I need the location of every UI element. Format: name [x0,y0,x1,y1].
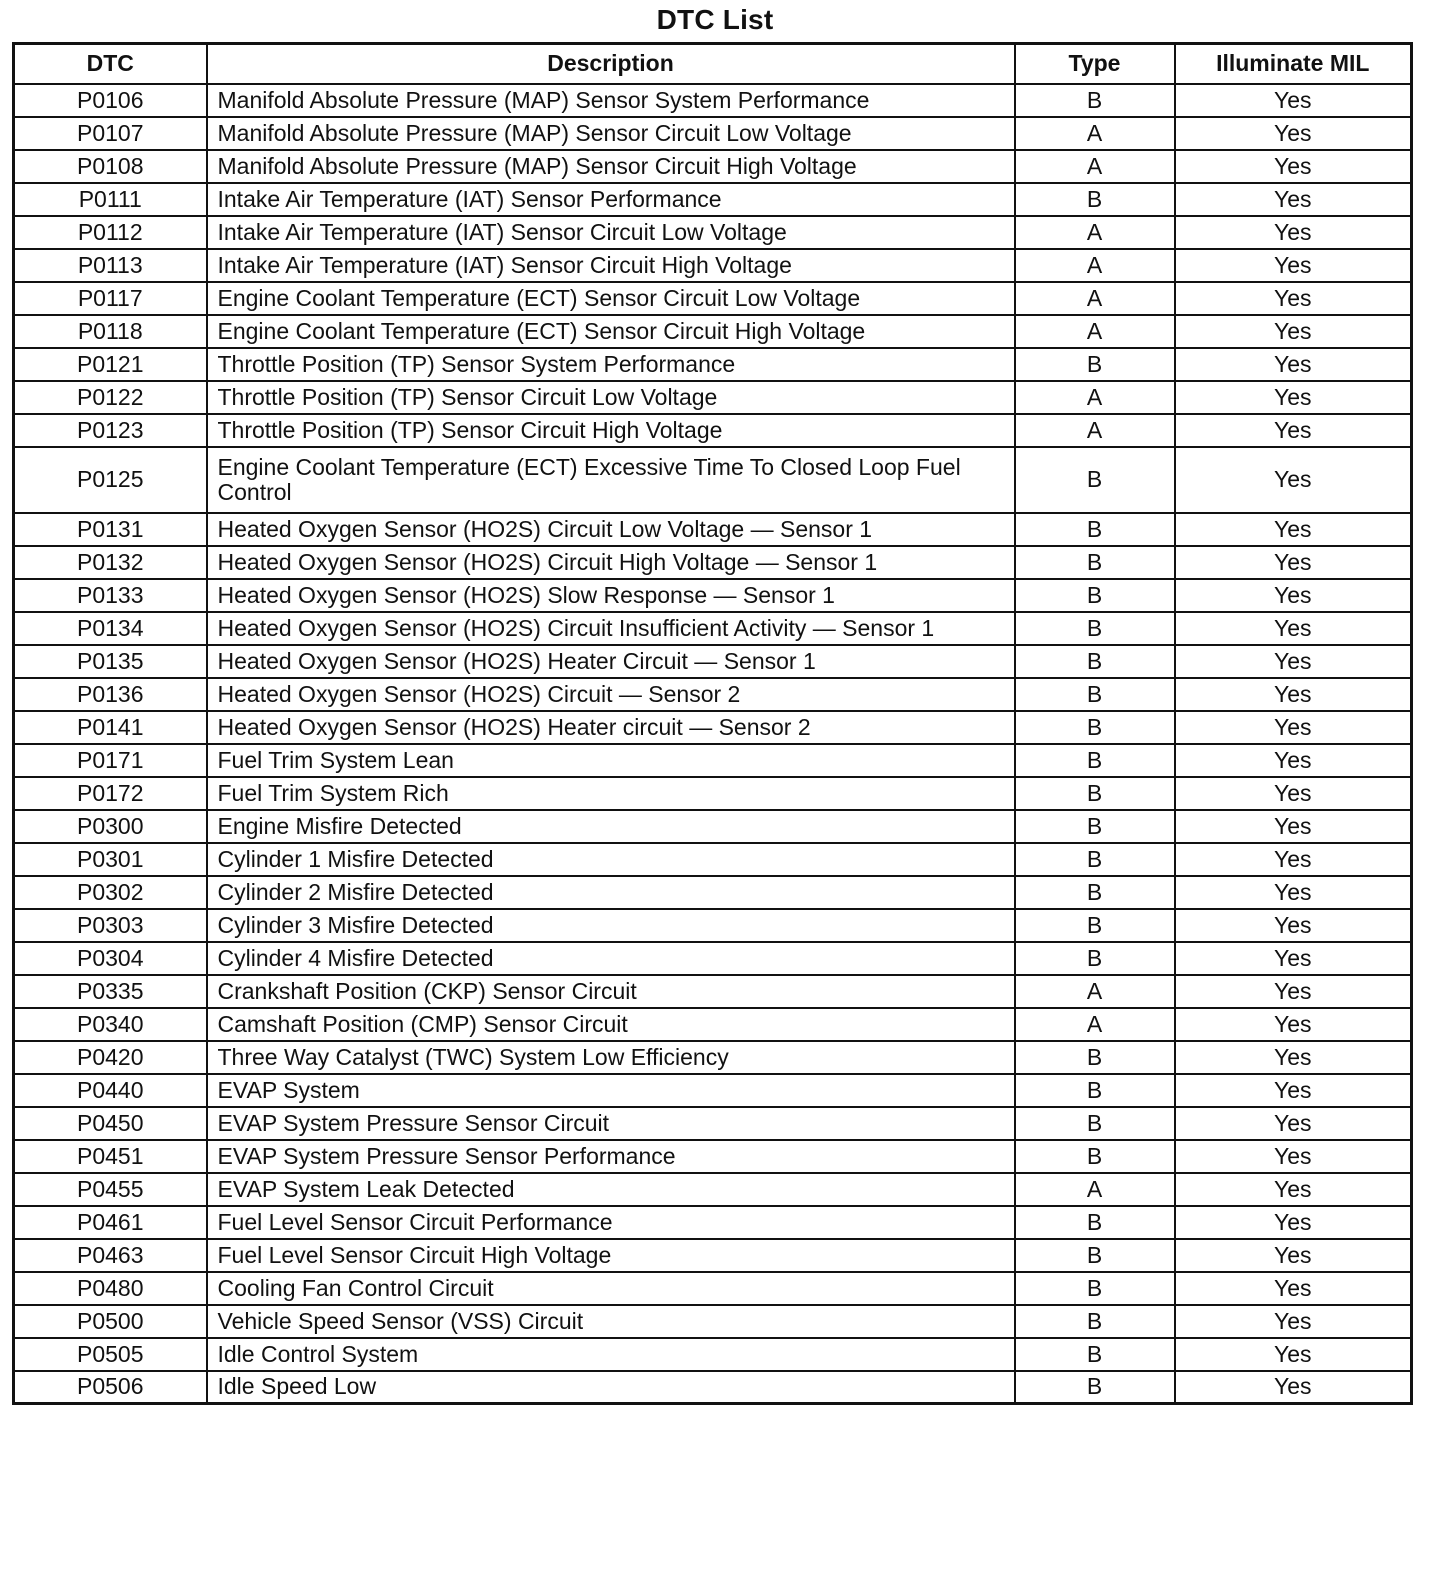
table-row [14,1206,1412,1239]
illuminate-mil-cell: Yes [1175,1272,1412,1305]
type-cell: B [1015,843,1175,876]
type-cell: A [1015,117,1175,150]
description-cell: Heated Oxygen Sensor (HO2S) Heater circuit — Sensor 2 [207,711,1015,744]
illuminate-mil-cell: Yes [1175,744,1412,777]
description-cell: EVAP System [207,1074,1015,1107]
type-cell: A [1015,216,1175,249]
dtc-code-cell: P0132 [14,546,207,579]
description-cell: Intake Air Temperature (IAT) Sensor Circuit Low Voltage [207,216,1015,249]
type-cell: B [1015,348,1175,381]
dtc-code-cell: P0141 [14,711,207,744]
description-cell: Engine Coolant Temperature (ECT) Sensor Circuit Low Voltage [207,282,1015,315]
dtc-code-cell: P0113 [14,249,207,282]
column-header-illuminate-mil: Illuminate MIL [1175,44,1412,84]
illuminate-mil-cell: Yes [1175,645,1412,678]
dtc-code-cell: P0300 [14,810,207,843]
table-row [14,348,1412,381]
type-cell: A [1015,381,1175,414]
type-cell: A [1015,1173,1175,1206]
table-row [14,843,1412,876]
description-cell: Manifold Absolute Pressure (MAP) Sensor Circuit Low Voltage [207,117,1015,150]
description-cell: Throttle Position (TP) Sensor System Performance [207,348,1015,381]
table-row [14,183,1412,216]
illuminate-mil-cell: Yes [1175,810,1412,843]
description-cell: Engine Coolant Temperature (ECT) Excessive Time To Closed Loop Fuel Control [207,447,1015,513]
description-cell: Throttle Position (TP) Sensor Circuit Low Voltage [207,381,1015,414]
dtc-code-cell: P0301 [14,843,207,876]
description-cell: Engine Misfire Detected [207,810,1015,843]
illuminate-mil-cell: Yes [1175,777,1412,810]
dtc-code-cell: P0118 [14,315,207,348]
description-cell: Idle Control System [207,1338,1015,1371]
table-row [14,1371,1412,1404]
table-row [14,117,1412,150]
dtc-code-cell: P0122 [14,381,207,414]
dtc-code-cell: P0450 [14,1107,207,1140]
illuminate-mil-cell: Yes [1175,942,1412,975]
illuminate-mil-cell: Yes [1175,315,1412,348]
table-row [14,975,1412,1008]
table-row [14,1041,1412,1074]
description-cell: Throttle Position (TP) Sensor Circuit High Voltage [207,414,1015,447]
illuminate-mil-cell: Yes [1175,1338,1412,1371]
illuminate-mil-cell: Yes [1175,711,1412,744]
description-cell: Camshaft Position (CMP) Sensor Circuit [207,1008,1015,1041]
type-cell: B [1015,513,1175,546]
illuminate-mil-cell: Yes [1175,117,1412,150]
dtc-code-cell: P0463 [14,1239,207,1272]
illuminate-mil-cell: Yes [1175,1041,1412,1074]
table-row [14,1272,1412,1305]
description-cell: Manifold Absolute Pressure (MAP) Sensor System Performance [207,84,1015,117]
dtc-code-cell: P0335 [14,975,207,1008]
illuminate-mil-cell: Yes [1175,150,1412,183]
dtc-code-cell: P0420 [14,1041,207,1074]
dtc-code-cell: P0112 [14,216,207,249]
column-header-description: Description [207,44,1015,84]
illuminate-mil-cell: Yes [1175,216,1412,249]
dtc-code-cell: P0303 [14,909,207,942]
table-row [14,1305,1412,1338]
type-cell: A [1015,1008,1175,1041]
illuminate-mil-cell: Yes [1175,1206,1412,1239]
dtc-code-cell: P0106 [14,84,207,117]
illuminate-mil-cell: Yes [1175,1140,1412,1173]
description-cell: Manifold Absolute Pressure (MAP) Sensor Circuit High Voltage [207,150,1015,183]
description-cell: Vehicle Speed Sensor (VSS) Circuit [207,1305,1015,1338]
dtc-code-cell: P0125 [14,447,207,513]
table-row [14,744,1412,777]
dtc-code-cell: P0440 [14,1074,207,1107]
type-cell: B [1015,447,1175,513]
type-cell: A [1015,249,1175,282]
illuminate-mil-cell: Yes [1175,579,1412,612]
dtc-code-cell: P0480 [14,1272,207,1305]
illuminate-mil-cell: Yes [1175,282,1412,315]
table-row [14,1239,1412,1272]
description-cell: Heated Oxygen Sensor (HO2S) Circuit Low Voltage — Sensor 1 [207,513,1015,546]
type-cell: B [1015,579,1175,612]
type-cell: B [1015,1239,1175,1272]
dtc-code-cell: P0500 [14,1305,207,1338]
type-cell: B [1015,1074,1175,1107]
type-cell: A [1015,975,1175,1008]
type-cell: B [1015,183,1175,216]
description-cell: Three Way Catalyst (TWC) System Low Efficiency [207,1041,1015,1074]
column-header-dtc: DTC [14,44,207,84]
table-row [14,810,1412,843]
illuminate-mil-cell: Yes [1175,84,1412,117]
header-row [14,44,1412,84]
table-row [14,1008,1412,1041]
description-cell: Heated Oxygen Sensor (HO2S) Slow Response — Sensor 1 [207,579,1015,612]
type-cell: B [1015,711,1175,744]
type-cell: A [1015,414,1175,447]
dtc-code-cell: P0108 [14,150,207,183]
description-cell: EVAP System Leak Detected [207,1173,1015,1206]
type-cell: B [1015,645,1175,678]
description-cell: Fuel Trim System Lean [207,744,1015,777]
dtc-code-cell: P0461 [14,1206,207,1239]
dtc-code-cell: P0172 [14,777,207,810]
description-cell: Cylinder 1 Misfire Detected [207,843,1015,876]
dtc-code-cell: P0171 [14,744,207,777]
table-row [14,216,1412,249]
description-cell: Cylinder 3 Misfire Detected [207,909,1015,942]
type-cell: B [1015,1371,1175,1404]
table-row [14,711,1412,744]
description-cell: Intake Air Temperature (IAT) Sensor Performance [207,183,1015,216]
description-cell: Fuel Level Sensor Circuit High Voltage [207,1239,1015,1272]
table-row [14,876,1412,909]
description-cell: Heated Oxygen Sensor (HO2S) Circuit High Voltage — Sensor 1 [207,546,1015,579]
page-title: DTC List [656,4,774,35]
table-row [14,909,1412,942]
description-cell: EVAP System Pressure Sensor Circuit [207,1107,1015,1140]
type-cell: A [1015,150,1175,183]
type-cell: B [1015,1206,1175,1239]
dtc-code-cell: P0111 [14,183,207,216]
column-header-type: Type [1015,44,1175,84]
table-row [14,1338,1412,1371]
table-row [14,84,1412,117]
table-row [14,249,1412,282]
table-row [14,1140,1412,1173]
table-row [14,678,1412,711]
description-cell: Cooling Fan Control Circuit [207,1272,1015,1305]
type-cell: B [1015,678,1175,711]
table-row [14,315,1412,348]
table-row [14,381,1412,414]
type-cell: A [1015,315,1175,348]
type-cell: B [1015,909,1175,942]
description-cell: Engine Coolant Temperature (ECT) Sensor Circuit High Voltage [207,315,1015,348]
table-row [14,645,1412,678]
type-cell: B [1015,1041,1175,1074]
illuminate-mil-cell: Yes [1175,678,1412,711]
description-cell: Heated Oxygen Sensor (HO2S) Circuit Insufficient Activity — Sensor 1 [207,612,1015,645]
type-cell: B [1015,810,1175,843]
description-cell: Idle Speed Low [207,1371,1015,1404]
dtc-code-cell: P0505 [14,1338,207,1371]
type-cell: B [1015,1140,1175,1173]
illuminate-mil-cell: Yes [1175,843,1412,876]
dtc-code-cell: P0107 [14,117,207,150]
table-row [14,777,1412,810]
dtc-code-cell: P0340 [14,1008,207,1041]
table-row [14,942,1412,975]
table-row [14,447,1412,513]
description-cell: Heated Oxygen Sensor (HO2S) Circuit — Sensor 2 [207,678,1015,711]
type-cell: B [1015,777,1175,810]
illuminate-mil-cell: Yes [1175,1008,1412,1041]
dtc-code-cell: P0131 [14,513,207,546]
type-cell: B [1015,612,1175,645]
dtc-code-cell: P0506 [14,1371,207,1404]
type-cell: B [1015,1305,1175,1338]
description-cell: Fuel Trim System Rich [207,777,1015,810]
type-cell: B [1015,84,1175,117]
illuminate-mil-cell: Yes [1175,612,1412,645]
illuminate-mil-cell: Yes [1175,183,1412,216]
type-cell: B [1015,876,1175,909]
description-cell: EVAP System Pressure Sensor Performance [207,1140,1015,1173]
dtc-code-cell: P0451 [14,1140,207,1173]
type-cell: B [1015,1107,1175,1140]
type-cell: B [1015,1338,1175,1371]
table-row [14,1173,1412,1206]
table-row [14,414,1412,447]
dtc-code-cell: P0304 [14,942,207,975]
table-row [14,579,1412,612]
description-cell: Heated Oxygen Sensor (HO2S) Heater Circuit — Sensor 1 [207,645,1015,678]
illuminate-mil-cell: Yes [1175,876,1412,909]
dtc-code-cell: P0117 [14,282,207,315]
table-row [14,612,1412,645]
illuminate-mil-cell: Yes [1175,1173,1412,1206]
description-cell: Intake Air Temperature (IAT) Sensor Circuit High Voltage [207,249,1015,282]
illuminate-mil-cell: Yes [1175,1239,1412,1272]
illuminate-mil-cell: Yes [1175,348,1412,381]
type-cell: B [1015,942,1175,975]
dtc-code-cell: P0302 [14,876,207,909]
illuminate-mil-cell: Yes [1175,414,1412,447]
illuminate-mil-cell: Yes [1175,1074,1412,1107]
illuminate-mil-cell: Yes [1175,1305,1412,1338]
dtc-code-cell: P0133 [14,579,207,612]
illuminate-mil-cell: Yes [1175,975,1412,1008]
dtc-code-cell: P0134 [14,612,207,645]
dtc-code-cell: P0136 [14,678,207,711]
type-cell: B [1015,1272,1175,1305]
dtc-code-cell: P0121 [14,348,207,381]
type-cell: A [1015,282,1175,315]
table-body [14,84,1412,1404]
description-cell: Crankshaft Position (CKP) Sensor Circuit [207,975,1015,1008]
illuminate-mil-cell: Yes [1175,513,1412,546]
illuminate-mil-cell: Yes [1175,909,1412,942]
description-cell: Cylinder 2 Misfire Detected [207,876,1015,909]
type-cell: B [1015,744,1175,777]
illuminate-mil-cell: Yes [1175,447,1412,513]
illuminate-mil-cell: Yes [1175,381,1412,414]
illuminate-mil-cell: Yes [1175,546,1412,579]
table-row [14,513,1412,546]
illuminate-mil-cell: Yes [1175,249,1412,282]
dtc-code-cell: P0455 [14,1173,207,1206]
dtc-code-cell: P0135 [14,645,207,678]
illuminate-mil-cell: Yes [1175,1107,1412,1140]
table-row [14,150,1412,183]
description-cell: Fuel Level Sensor Circuit Performance [207,1206,1015,1239]
illuminate-mil-cell: Yes [1175,1371,1412,1404]
table-row [14,282,1412,315]
description-cell: Cylinder 4 Misfire Detected [207,942,1015,975]
table-row [14,1074,1412,1107]
dtc-code-cell: P0123 [14,414,207,447]
table-row [14,1107,1412,1140]
table-header [14,44,1412,84]
dtc-table [12,42,1413,1405]
table-row [14,546,1412,579]
type-cell: B [1015,546,1175,579]
